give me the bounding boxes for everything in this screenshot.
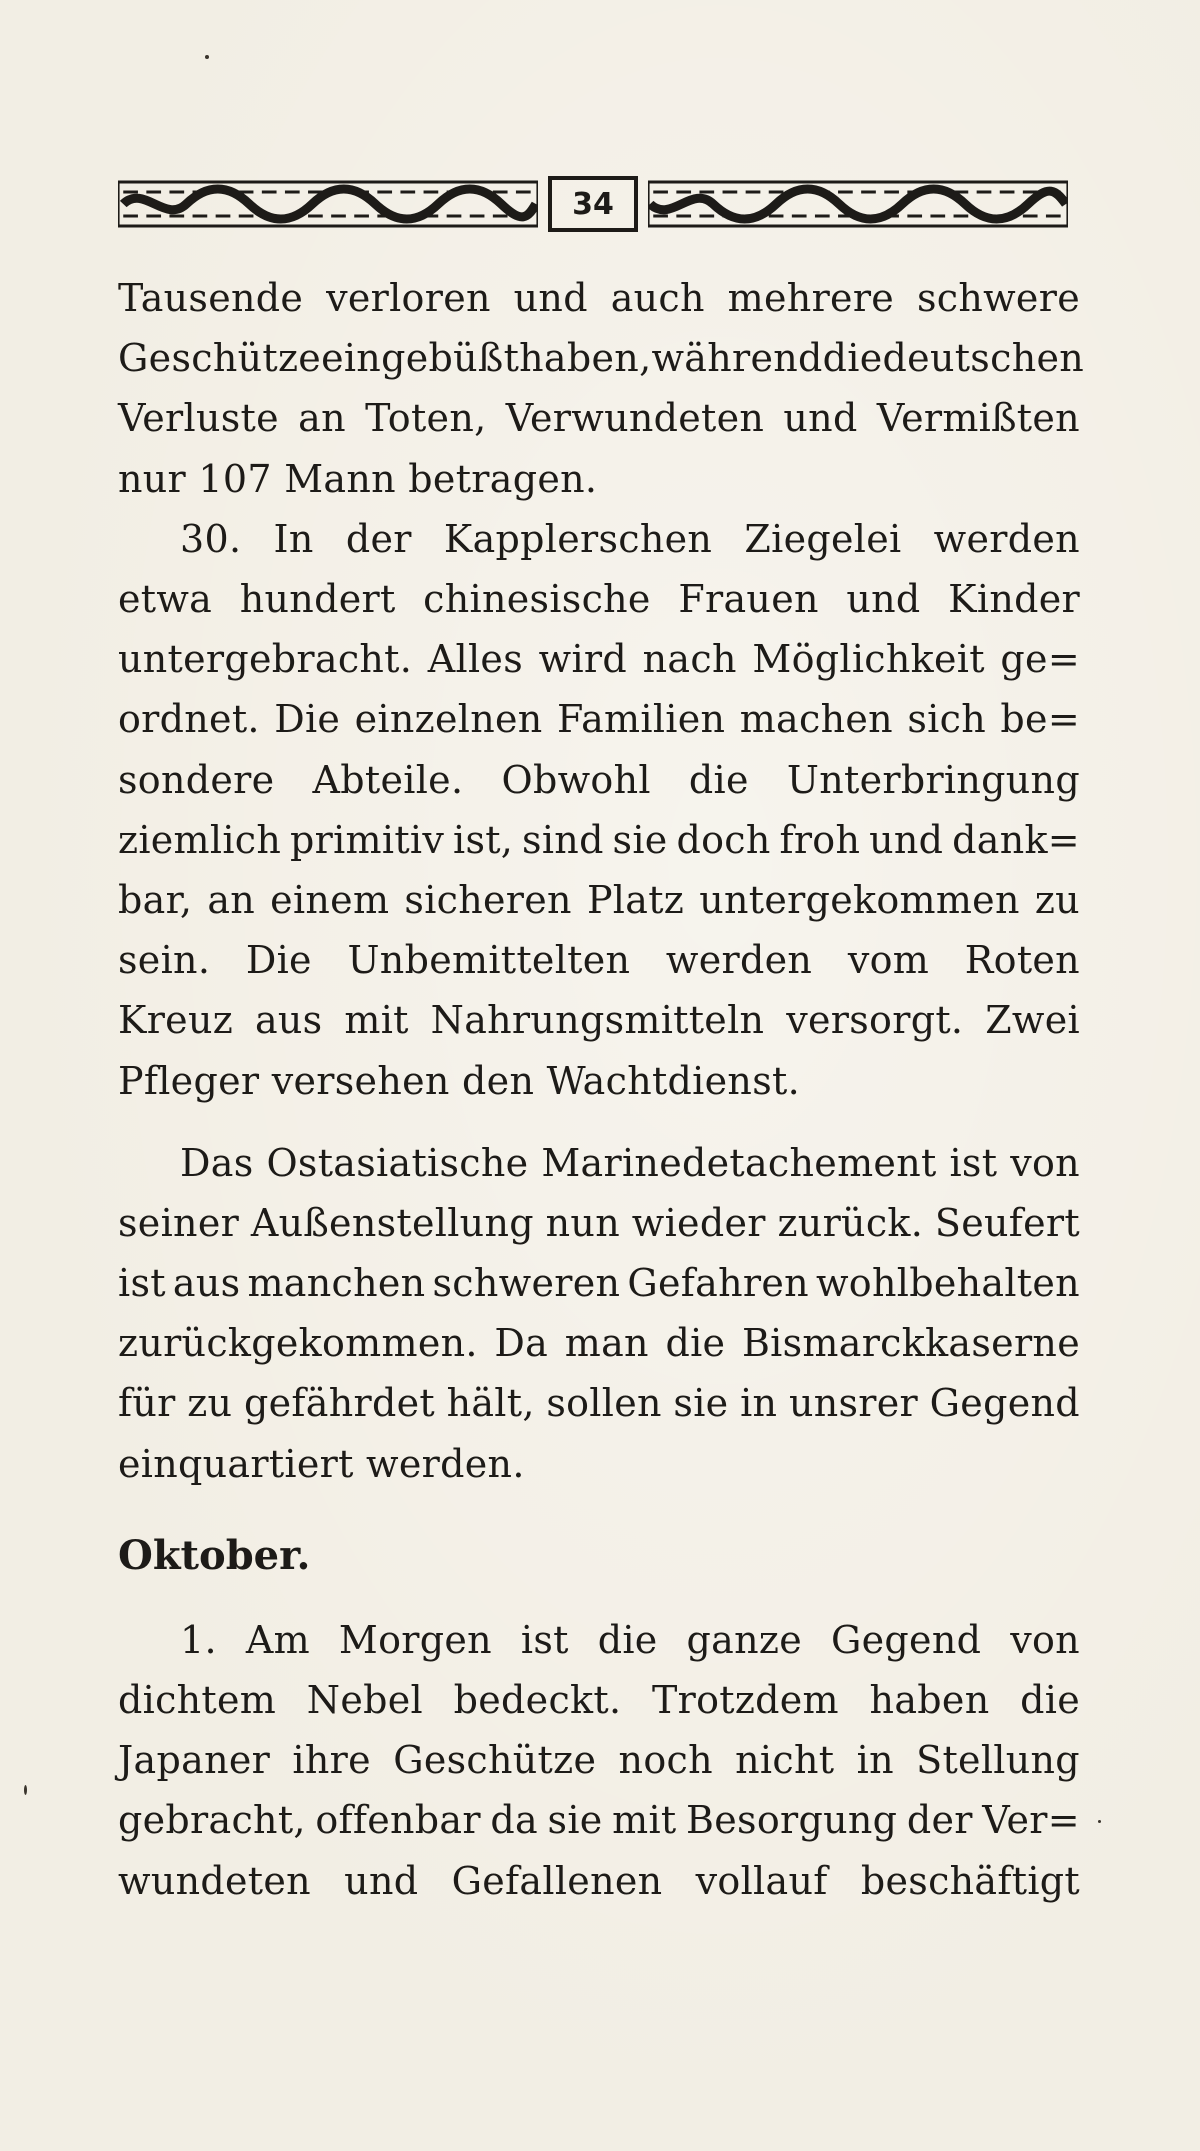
text-line: nur 107 Mann betragen. bbox=[118, 456, 598, 501]
text-line: dichtem Nebel bedeckt. Trotzdem haben die bbox=[118, 1678, 1080, 1723]
text-line: Kreuz aus mit Nahrungsmitteln versorgt. Zwei bbox=[118, 998, 1080, 1043]
text-line: Das Ostasiatische Marinedetachement ist von bbox=[180, 1140, 1080, 1185]
text-line: ist aus manchen schweren Gefahren wohlbehalten bbox=[118, 1261, 1080, 1306]
right-ornament-border bbox=[648, 178, 1068, 230]
text-line: zurückgekommen. Da man die Bismarckkaserne bbox=[118, 1321, 1080, 1366]
text-line: ziemlich primitiv ist, sind sie doch froh und dank= bbox=[118, 817, 1080, 862]
paragraph bbox=[118, 509, 1080, 1111]
paragraph bbox=[118, 1133, 1080, 1494]
text-line: bar, an einem sicheren Platz untergekommen zu bbox=[118, 877, 1080, 922]
text-line: für zu gefährdet hält, sollen sie in unsrer Gegend bbox=[118, 1381, 1080, 1426]
paper-speck bbox=[24, 1785, 27, 1795]
text-line: 30. In der Kapplerschen Ziegelei werden bbox=[180, 516, 1080, 561]
text-line: untergebracht. Alles wird nach Möglichkeit ge= bbox=[118, 637, 1080, 682]
body-text bbox=[118, 268, 1085, 1911]
text-line: 1. Am Morgen ist die ganze Gegend von bbox=[180, 1617, 1080, 1662]
text-line: gebracht, offenbar da sie mit Besorgung der Ver= bbox=[118, 1798, 1080, 1843]
text-line: ordnet. Die einzelnen Familien machen sich be= bbox=[118, 697, 1080, 742]
text-line: Japaner ihre Geschütze noch nicht in Stellung bbox=[118, 1738, 1080, 1783]
text-line: Tausende verloren und auch mehrere schwere bbox=[118, 276, 1080, 321]
paragraph bbox=[118, 268, 1085, 509]
paper-speck bbox=[205, 55, 209, 59]
text-line: sondere Abteile. Obwohl die Unterbringung bbox=[118, 757, 1080, 802]
text-line: seiner Außenstellung nun wieder zurück. Seufert bbox=[118, 1200, 1080, 1245]
page-header-ornament bbox=[118, 172, 1068, 236]
text-line: Pfleger versehen den Wachtdienst. bbox=[118, 1058, 800, 1103]
paper-speck bbox=[1098, 1820, 1101, 1823]
text-line: einquartiert werden. bbox=[118, 1441, 525, 1486]
text-line: sein. Die Unbemittelten werden vom Roten bbox=[118, 938, 1080, 983]
text-line: wundeten und Gefallenen vollauf beschäftigt bbox=[118, 1858, 1080, 1903]
text-line: Verluste an Toten, Verwundeten und Vermißten bbox=[118, 396, 1080, 441]
paragraph bbox=[118, 1610, 1080, 1911]
text-line: etwa hundert chinesische Frauen und Kinder bbox=[118, 577, 1080, 622]
page-number: 34 bbox=[548, 176, 638, 232]
section-heading: Oktober. bbox=[118, 1532, 311, 1580]
left-ornament-border bbox=[118, 178, 538, 230]
text-line: Geschütze eingebüßt haben, während die deutschen bbox=[118, 336, 1085, 381]
